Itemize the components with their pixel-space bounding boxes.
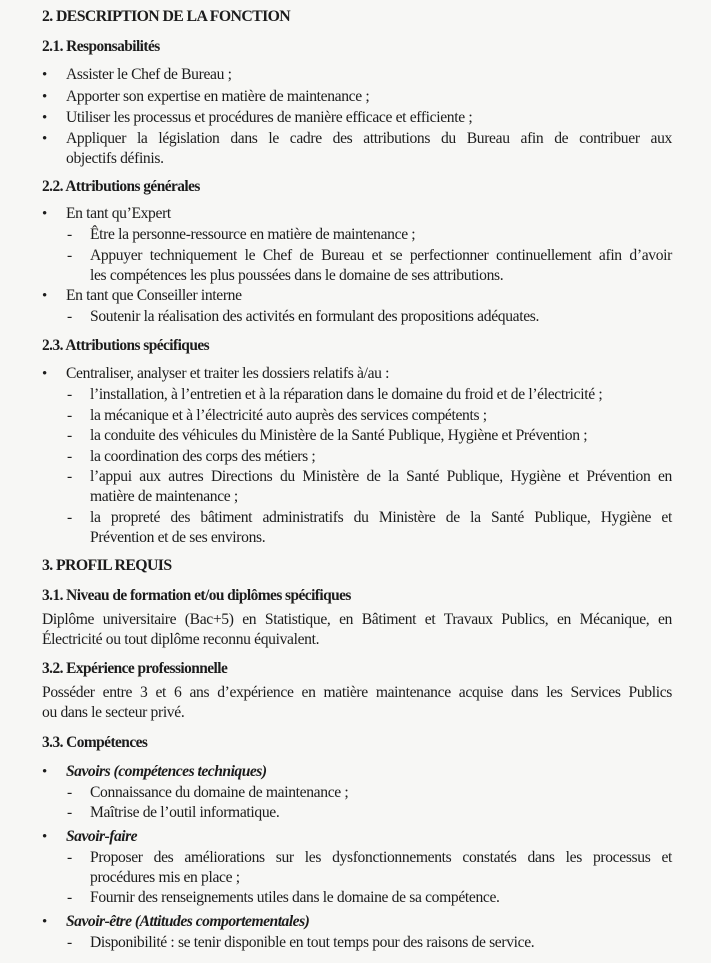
bullet-icon: • bbox=[42, 914, 47, 930]
section-3-heading: 3. PROFIL REQUIS bbox=[42, 557, 172, 574]
paragraph-line: ou dans le secteur privé. bbox=[42, 704, 185, 721]
list-item: Centraliser, analyser et traiter les dossiers relatifs à/au : bbox=[66, 365, 390, 382]
list-item-heading: Savoir-faire bbox=[66, 828, 138, 845]
sub-list-item-continuation: Prévention et de ses environs. bbox=[90, 529, 266, 546]
dash-icon: - bbox=[67, 468, 72, 485]
list-item: Apporter son expertise en matière de maintenance ; bbox=[66, 88, 370, 105]
bullet-icon: • bbox=[42, 829, 47, 845]
sub-list-item: la conduite des véhicules du Ministère de la Santé Publique, Hygiène et Prévention ; bbox=[90, 427, 588, 444]
sub-list-item: Maîtrise de l’outil informatique. bbox=[90, 804, 280, 821]
bullet-icon: • bbox=[42, 131, 47, 147]
dash-icon: - bbox=[67, 386, 72, 403]
subsection-2-1-heading: 2.1. Responsabilités bbox=[42, 38, 160, 55]
bullet-icon: • bbox=[42, 89, 47, 105]
list-item: En tant qu’Expert bbox=[66, 205, 171, 222]
sub-list-item: l’appui aux autres Directions du Ministère de la Santé Publique, Hygiène et Prévention en bbox=[90, 468, 672, 485]
subsection-2-3-heading: 2.3. Attributions spécifiques bbox=[42, 337, 210, 354]
bullet-icon: • bbox=[42, 67, 47, 83]
subsection-3-1-heading: 3.1. Niveau de formation et/ou diplômes spécifiques bbox=[42, 587, 351, 604]
sub-list-item: la mécanique et à l’électricité auto auprès des services compétents ; bbox=[90, 407, 487, 424]
paragraph-line: Posséder entre 3 et 6 ans d’expérience en matière maintenance acquise dans les Services Publics bbox=[42, 684, 672, 701]
sub-list-item-continuation: procédures mis en place ; bbox=[90, 869, 240, 886]
sub-list-item: la propreté des bâtiment administratifs du Ministère de la Santé Publique, Hygiène et bbox=[90, 509, 672, 526]
sub-list-item: Proposer des améliorations sur les dysfonctionnements constatés dans les processus et bbox=[90, 849, 672, 866]
sub-list-item: la coordination des corps des métiers ; bbox=[90, 448, 316, 465]
bullet-icon: • bbox=[42, 110, 47, 126]
sub-list-item: l’installation, à l’entretien et à la réparation dans le domaine du froid et de l’électricité ; bbox=[90, 386, 603, 403]
list-item-continuation: objectifs définis. bbox=[66, 150, 164, 167]
dash-icon: - bbox=[67, 407, 72, 424]
bullet-icon: • bbox=[42, 288, 47, 304]
paragraph-line: Électricité ou tout diplôme reconnu équivalent. bbox=[42, 631, 320, 648]
paragraph-line: Diplôme universitaire (Bac+5) en Statistique, en Bâtiment et Travaux Publics, en Mécanique, en bbox=[42, 611, 672, 628]
section-2-heading: 2. DESCRIPTION DE LA FONCTION bbox=[42, 8, 291, 25]
list-item-heading: Savoirs (compétences techniques) bbox=[66, 763, 267, 780]
sub-list-item: Fournir des renseignements utiles dans le domaine de sa compétence. bbox=[90, 889, 500, 906]
dash-icon: - bbox=[67, 509, 72, 526]
dash-icon: - bbox=[67, 226, 72, 243]
sub-list-item: Disponibilité : se tenir disponible en tout temps pour des raisons de service. bbox=[90, 934, 535, 951]
dash-icon: - bbox=[67, 849, 72, 866]
dash-icon: - bbox=[67, 308, 72, 325]
sub-list-item: Soutenir la réalisation des activités en formulant des propositions adéquates. bbox=[90, 308, 540, 325]
dash-icon: - bbox=[67, 784, 72, 801]
dash-icon: - bbox=[67, 247, 72, 264]
subsection-2-2-heading: 2.2. Attributions générales bbox=[42, 178, 200, 195]
sub-list-item: Appuyer techniquement le Chef de Bureau et se perfectionner continuellement afin d’avoir bbox=[90, 247, 672, 264]
subsection-3-3-heading: 3.3. Compétences bbox=[42, 734, 148, 751]
list-item: Appliquer la législation dans le cadre des attributions du Bureau afin de contribuer aux bbox=[66, 130, 672, 147]
list-item: En tant que Conseiller interne bbox=[66, 287, 242, 304]
dash-icon: - bbox=[67, 448, 72, 465]
bullet-icon: • bbox=[42, 206, 47, 222]
sub-list-item: Être la personne-ressource en matière de maintenance ; bbox=[90, 226, 416, 243]
subsection-3-2-heading: 3.2. Expérience professionnelle bbox=[42, 660, 228, 677]
dash-icon: - bbox=[67, 889, 72, 906]
sub-list-item-continuation: matière de maintenance ; bbox=[90, 488, 238, 505]
sub-list-item-continuation: les compétences les plus poussées dans le domaine de ses attributions. bbox=[90, 267, 504, 284]
dash-icon: - bbox=[67, 427, 72, 444]
bullet-icon: • bbox=[42, 366, 47, 382]
list-item-heading: Savoir-être (Attitudes comportementales) bbox=[66, 913, 310, 930]
sub-list-item: Connaissance du domaine de maintenance ; bbox=[90, 784, 349, 801]
dash-icon: - bbox=[67, 934, 72, 951]
list-item: Utiliser les processus et procédures de manière efficace et efficiente ; bbox=[66, 109, 473, 126]
dash-icon: - bbox=[67, 804, 72, 821]
bullet-icon: • bbox=[42, 764, 47, 780]
list-item: Assister le Chef de Bureau ; bbox=[66, 66, 232, 83]
